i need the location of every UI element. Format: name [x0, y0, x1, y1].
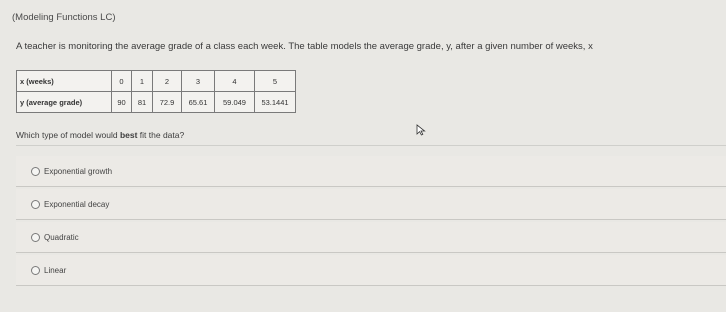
radio-button[interactable]: [31, 200, 40, 209]
table-cell: 5: [255, 71, 296, 92]
option-exponential-decay[interactable]: [16, 189, 726, 220]
option-label: Exponential growth: [44, 166, 113, 176]
option-label: Quadratic: [44, 232, 79, 242]
question-text-start: Which type of model would: [16, 130, 120, 140]
table-row-x: [17, 71, 296, 92]
table-cell: 2: [153, 71, 182, 92]
table-cell: 72.9: [153, 92, 182, 113]
question-text-emphasis: best: [119, 130, 138, 140]
table-cell: 1: [132, 71, 153, 92]
table-cell: 0: [112, 71, 132, 92]
table-cell: 53.1441: [255, 92, 296, 113]
question-prompt: A teacher is monitoring the average grade of a class each week. The table models the average grade, y, after a given number of weeks, x: [16, 41, 593, 52]
option-label: Linear: [44, 265, 67, 275]
row-header-x: x (weeks): [17, 71, 112, 92]
table-cell: 3: [182, 71, 215, 92]
radio-button[interactable]: [31, 233, 40, 242]
table-cell: 59.049: [215, 92, 255, 113]
question-text: [16, 130, 184, 140]
table-row-y: [17, 92, 296, 113]
table-cell: 81: [132, 92, 153, 113]
question-text-end: fit the data?: [137, 130, 185, 140]
radio-button[interactable]: [31, 266, 40, 275]
table-cell: 4: [215, 71, 255, 92]
divider: [16, 145, 726, 146]
table-cell: 90: [112, 92, 132, 113]
mouse-cursor-icon: [416, 124, 428, 136]
option-exponential-growth[interactable]: [16, 156, 726, 187]
option-label: Exponential decay: [44, 199, 110, 209]
option-quadratic[interactable]: [16, 222, 726, 253]
row-header-y: y (average grade): [17, 92, 112, 113]
radio-button[interactable]: [31, 167, 40, 176]
data-table: [16, 70, 296, 113]
option-linear[interactable]: [16, 255, 726, 286]
section-title: (Modeling Functions LC): [12, 12, 116, 23]
table-cell: 65.61: [182, 92, 215, 113]
